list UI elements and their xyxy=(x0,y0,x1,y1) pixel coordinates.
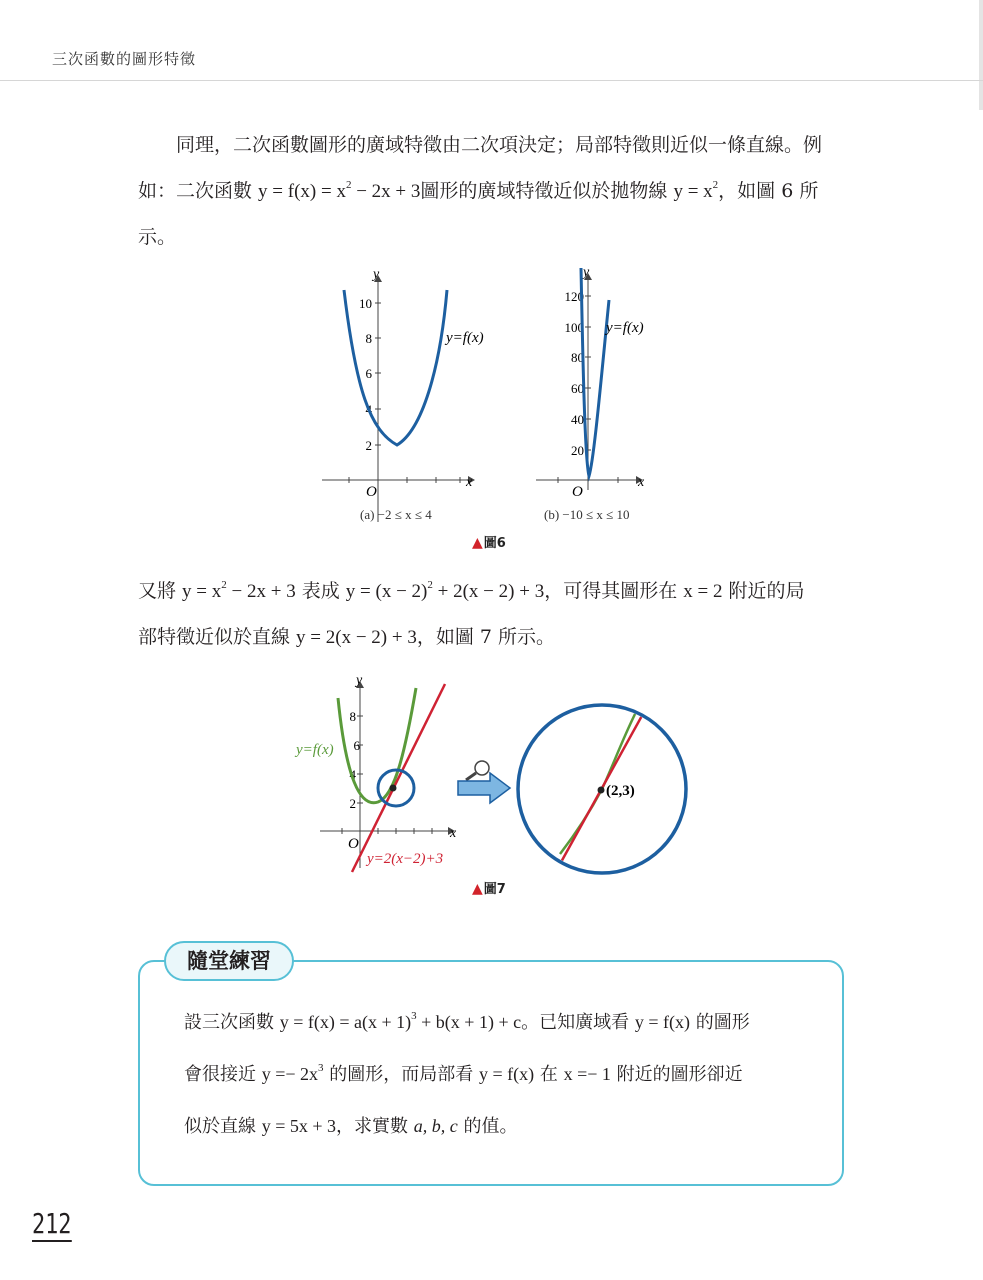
y-tick-label: 4 xyxy=(349,767,356,782)
x-axis-label: x xyxy=(638,475,645,490)
magnifier-icon xyxy=(466,761,489,780)
page-number: 212 xyxy=(32,1207,72,1240)
curve-label: y=f(x) xyxy=(606,320,644,336)
parabola-curve xyxy=(581,268,609,476)
paragraph-1 xyxy=(138,122,850,260)
figure-7-graph xyxy=(290,668,700,880)
tangent-point xyxy=(390,785,397,792)
y-tick-label: 6 xyxy=(353,738,360,753)
paragraph-2-line-2: 部特徵近似於直線 y = 2(x − 2) + 3，如圖 7 所示。 xyxy=(138,626,556,648)
y-tick-label: 100 xyxy=(564,320,584,335)
triangle-marker-icon: ▲ xyxy=(472,535,483,551)
equation-cubic: $y = f(x) = a(x + 1)^3 + b(x + 1) + c$ xyxy=(279,1010,522,1032)
equation-parabola: $y = x^2$ xyxy=(673,179,719,202)
y-axis-label: y xyxy=(583,265,590,280)
header-divider xyxy=(0,80,983,81)
point-label: (2,3) xyxy=(606,783,635,799)
paragraph-1-line-2 xyxy=(138,168,850,214)
figure-6-label: ▲圖6 xyxy=(472,535,506,551)
y-tick-label: 8 xyxy=(365,331,372,346)
figure-7-label: ▲圖7 xyxy=(472,881,506,897)
text-run: ，如圖 6 所 xyxy=(718,180,819,202)
origin-label: O xyxy=(572,484,583,500)
curve-label: y=f(x) xyxy=(446,330,484,346)
y-tick-label: 8 xyxy=(349,709,356,724)
figure-6a xyxy=(322,267,484,522)
practice-title: 隨堂練習 xyxy=(164,941,294,981)
y-tick-label: 4 xyxy=(365,402,372,417)
practice-content xyxy=(184,996,824,1152)
equation-local: y = 5x + 3 xyxy=(261,1116,337,1136)
triangle-marker-icon: ▲ xyxy=(472,881,483,897)
y-axis-label: y xyxy=(373,267,380,282)
paragraph-1-line-1: 同理，二次函數圖形的廣域特徵由二次項決定；局部特徵則近似一條直線。例 xyxy=(176,134,823,156)
y-tick-label: 20 xyxy=(571,443,584,458)
equation-quadratic: $y = f(x) = x^2 - 2x + 3$ xyxy=(258,179,421,202)
origin-label: O xyxy=(348,836,359,852)
equation-tangent-line: y = 2(x − 2) + 3 xyxy=(296,627,417,648)
y-tick-label: 2 xyxy=(365,438,372,453)
y-tick-label: 10 xyxy=(359,296,372,311)
zoomed-point xyxy=(598,787,605,794)
y-tick-label: 40 xyxy=(571,412,584,427)
figure-6b-caption: (b) −10 ≤ x ≤ 10 xyxy=(544,507,630,522)
parabola-curve xyxy=(344,290,447,445)
text-run: 圖形的廣域特徵近似於拋物線 xyxy=(420,180,674,202)
paragraph-2 xyxy=(138,568,850,660)
y-tick-label: 2 xyxy=(349,796,356,811)
equation-quadratic: $y = x^2 - 2x + 3$ xyxy=(182,579,296,602)
y-tick-label: 120 xyxy=(564,289,584,304)
equation-point: x = 2 xyxy=(683,581,723,602)
arrow-right-icon xyxy=(458,773,510,803)
x-axis-label: x xyxy=(466,475,473,490)
y-tick-label: 80 xyxy=(571,350,584,365)
zoomed-view xyxy=(518,705,686,873)
figure-6-graphs xyxy=(300,260,700,522)
figure-6a-caption: (a) −2 ≤ x ≤ 4 xyxy=(360,507,432,522)
practice-line-1: 設三次函數 $y = f(x) = a(x + 1)^3 + b(x + 1) + c$。已知廣域看 y = f(x) 的圖形 xyxy=(184,1010,750,1033)
line-label: y=2(x−2)+3 xyxy=(367,851,444,867)
origin-label: O xyxy=(366,484,377,500)
y-tick-label: 60 xyxy=(571,381,584,396)
curve-label: y=f(x) xyxy=(296,742,334,758)
equation-expanded: $y = (x - 2)^2 + 2(x - 2) + 3$ xyxy=(345,579,545,602)
y-tick-label: 6 xyxy=(365,366,372,381)
y-axis-label: y xyxy=(356,673,363,688)
equation-global: $y =- 2x^3$ xyxy=(261,1062,324,1084)
running-header: 三次函數的圖形特徵 xyxy=(52,50,197,68)
tangent-line xyxy=(349,684,445,872)
figure-6b xyxy=(536,265,645,500)
practice-line-2: 會很接近 $y =- 2x^3$ 的圖形，而局部看 y = f(x) 在 x =− 1 附近的圖形卻近 xyxy=(184,1062,743,1085)
practice-line-3: 似於直線 y = 5x + 3，求實數 a, b, c 的值。 xyxy=(184,1116,518,1137)
x-axis-label: x xyxy=(450,826,457,841)
text-run: 如：二次函數 xyxy=(138,180,259,202)
paragraph-2-line-1: 又將 $y = x^2 - 2x + 3$ 表成 $y = (x - 2)^2 + 2(x - 2) + 3$，可得其圖形在 x = 2 附近的局 xyxy=(138,579,805,602)
side-tab xyxy=(979,0,983,110)
paragraph-1-line-3: 示。 xyxy=(138,226,177,248)
